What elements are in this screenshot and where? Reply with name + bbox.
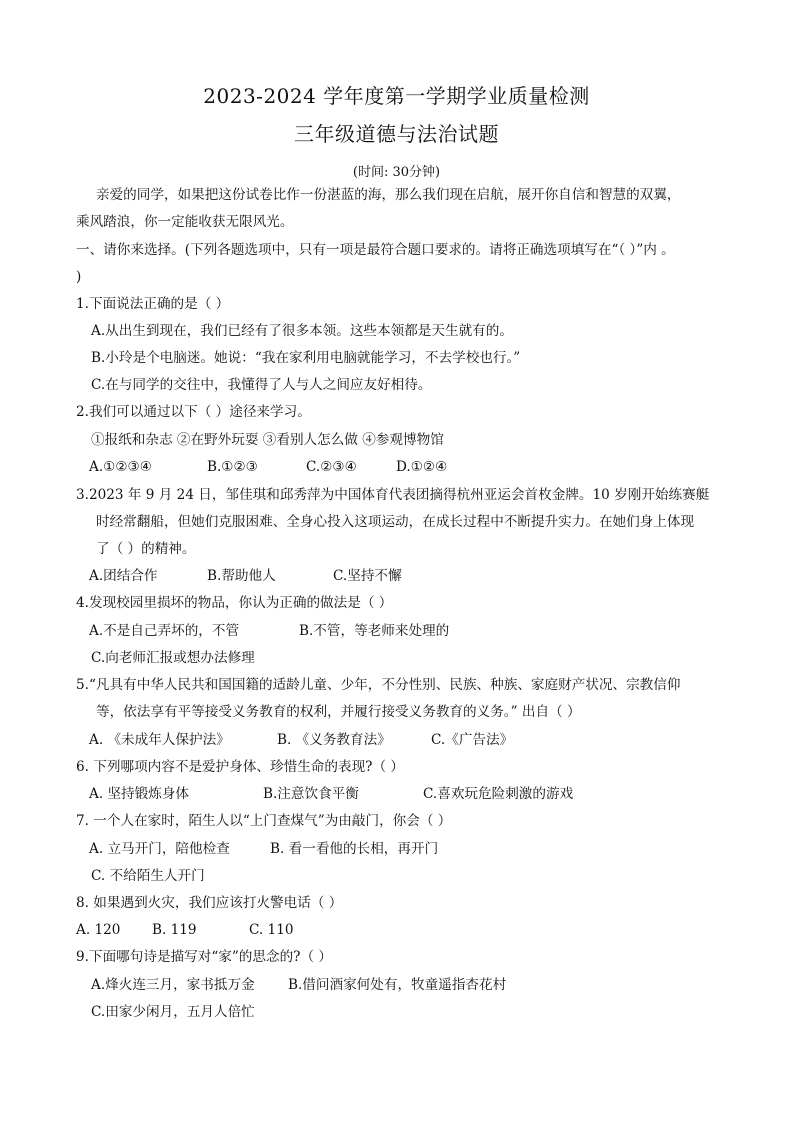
q1-option-b: B.小玲是个电脑迷。她说：“我在家利用电脑就能学习，不去学校也行。” bbox=[91, 350, 521, 366]
q9-option-c: C.田家少闲月，五月人倍忙 bbox=[91, 1004, 255, 1020]
q6-option-c: C.喜欢玩危险刺激的游戏 bbox=[423, 786, 574, 802]
q7-stem: 7. 一个人在家时，陌生人以“上门查煤气”为由敲门，你会（ ） bbox=[76, 813, 452, 829]
q9-stem: 9.下面哪句诗是描写对“家”的思念的?（ ） bbox=[76, 949, 332, 965]
q3-line-2: 时经常翻船，但她们克服困难、全身心投入这项运动，在成长过程中不断提升实力。在她们身上体现 bbox=[96, 514, 695, 530]
q4-option-a: A.不是自己弄坏的，不管 bbox=[89, 623, 240, 639]
q5-option-c: C.《广告法》 bbox=[431, 732, 514, 748]
q5-option-a: A. 《未成年人保护法》 bbox=[89, 732, 230, 748]
q8-option-b: B. 119 bbox=[152, 922, 197, 938]
q3-line-3: 了（ ）的精神。 bbox=[96, 541, 196, 557]
q2-option-a: A.①②③④ bbox=[89, 459, 152, 475]
section-1-heading-cont: ) bbox=[76, 269, 82, 285]
exam-subtitle: 三年级道德与法治试题 bbox=[294, 122, 499, 146]
q7-option-a: A. 立马开门，陪他检查 bbox=[89, 841, 230, 857]
q3-line-1: 3.2023 年 9 月 24 日，邹佳琪和邱秀萍为中国体育代表团摘得杭州亚运会首枚金牌。10 岁刚开始练赛艇 bbox=[76, 487, 710, 503]
q4-stem: 4.发现校园里损坏的物品，你认为正确的做法是（ ） bbox=[76, 595, 393, 611]
exam-title: 2023-2024 学年度第一学期学业质量检测 bbox=[203, 84, 590, 108]
q2-option-d: D.①②④ bbox=[396, 459, 448, 475]
q4-option-c: C.向老师汇报或想办法修理 bbox=[91, 650, 255, 666]
q3-option-b: B.帮助他人 bbox=[207, 568, 276, 584]
q2-option-c: C.②③④ bbox=[306, 459, 357, 475]
q9-option-a: A.烽火连三月，家书抵万金 bbox=[91, 977, 255, 993]
q1-option-c: C.在与同学的交往中，我懂得了人与人之间应友好相待。 bbox=[91, 377, 432, 393]
intro-line-2: 乘风踏浪，你一定能收获无限风光。 bbox=[76, 214, 294, 230]
exam-time: (时间: 30分钟) bbox=[352, 165, 441, 180]
q6-stem: 6. 下列哪项内容不是爱护身体、珍惜生命的表现?（ ） bbox=[76, 759, 404, 775]
q1-stem: 1.下面说法正确的是（ ） bbox=[76, 296, 230, 312]
q7-option-c: C. 不给陌生人开门 bbox=[91, 868, 205, 884]
q8-stem: 8. 如果遇到火灾，我们应该打火警电话（ ） bbox=[76, 895, 343, 911]
q6-option-b: B.注意饮食平衡 bbox=[263, 786, 359, 802]
q3-option-a: A.团结合作 bbox=[89, 568, 158, 584]
q6-option-a: A. 坚持锻炼身体 bbox=[89, 786, 190, 802]
q3-option-c: C.坚持不懈 bbox=[333, 568, 402, 584]
section-1-heading: 一、请你来选择。(下列各题选项中，只有一项是最符合题口要求的。请将正确选项填写在“（ ）”内 。 bbox=[76, 242, 675, 258]
q2-items: ①报纸和杂志 ②在野外玩耍 ③看别人怎么做 ④参观博物馆 bbox=[91, 432, 444, 448]
q2-stem: 2.我们可以通过以下（ ）途径来学习。 bbox=[76, 404, 311, 420]
intro-line-1: 亲爱的同学，如果把这份试卷比作一份湛蓝的海，那么我们现在启航，展开你自信和智慧的双翼， bbox=[96, 187, 681, 203]
q4-option-b: B.不管，等老师来处理的 bbox=[299, 623, 450, 639]
q2-option-b: B.①②③ bbox=[207, 459, 258, 475]
q7-option-b: B. 看一看他的长相，再开门 bbox=[270, 841, 439, 857]
q5-option-b: B. 《义务教育法》 bbox=[277, 732, 391, 748]
q1-option-a: A.从出生到现在，我们已经有了很多本领。这些本领都是天生就有的。 bbox=[91, 323, 513, 339]
q8-option-a: A. 120 bbox=[76, 922, 121, 938]
q8-option-c: C. 110 bbox=[249, 922, 294, 938]
q9-option-b: B.借问酒家何处有，牧童遥指杏花村 bbox=[288, 977, 507, 993]
q5-line-1: 5.“凡具有中华人民共和国国籍的适龄儿童、少年，不分性别、民族、种族、家庭财产状况、宗教信仰 bbox=[76, 677, 681, 693]
q5-line-2: 等，依法享有平等接受义务教育的权利，并履行接受义务教育的义务。” 出自（ ） bbox=[96, 704, 581, 720]
